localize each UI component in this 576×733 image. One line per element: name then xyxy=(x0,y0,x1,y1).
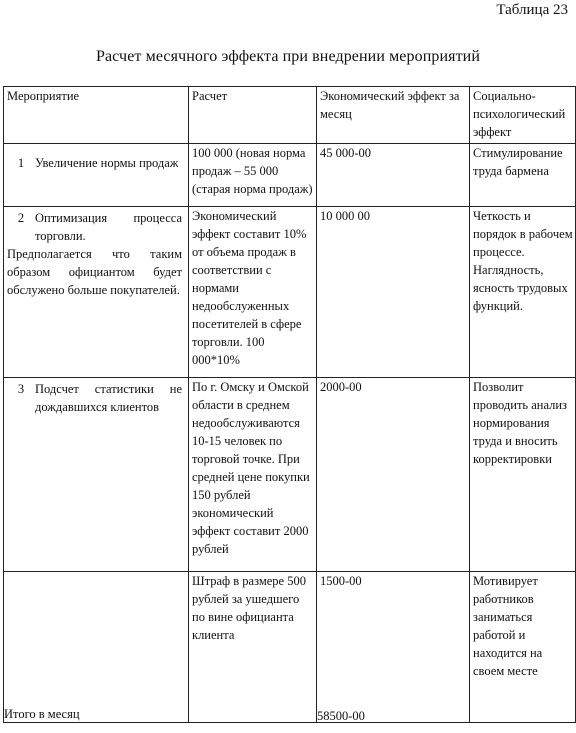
table-title: Расчет месячного эффекта при внедрении мероприятий xyxy=(95,48,481,65)
measure-cell xyxy=(4,572,189,723)
social-cell: Четкость и порядок в рабочем процессе. Наглядность, ясность трудовых функций. xyxy=(470,207,576,378)
calc-cell: 100 000 (новая норма продаж – 55 000 (старая норма продаж) xyxy=(189,144,317,207)
measure-cell xyxy=(4,207,189,378)
effect-cell: 10 000 00 xyxy=(317,207,470,378)
measure-cell xyxy=(4,144,189,207)
row-number: 2 xyxy=(17,211,25,225)
table-number: Таблица 23 xyxy=(496,2,568,18)
measure-text: Оптимизация процесса торговли. xyxy=(35,211,182,243)
measure-note: Предполагается что таким образом официантом будет обслужено больше покупателей. xyxy=(7,247,182,297)
table-row xyxy=(4,207,576,378)
measure-text: Увеличение нормы продаж xyxy=(35,156,179,170)
row-number: 1 xyxy=(17,156,25,170)
effect-cell: 45 000-00 xyxy=(317,144,470,207)
total-effect: 58500-00 xyxy=(317,709,365,723)
calc-cell: Экономический эффект составит 10% от объема продаж в соответствии с нормами недообслуженных посетителей в сфере торговли. 100 000*10% xyxy=(189,207,317,378)
table-row xyxy=(4,144,576,207)
effect-table xyxy=(3,86,576,723)
social-cell: Стимулирование труда бармена xyxy=(470,144,576,207)
calc-cell: По г. Омску и Омской области в среднем недообслуживаются 10-15 человек по торговой точке. При средней цене покупки 150 рублей экономический эффект составит 2000 рублей xyxy=(189,378,317,572)
row-number: 3 xyxy=(17,382,25,396)
header-effect: Экономический эффект за месяц xyxy=(317,87,470,144)
measure-text: Подсчет статистики не дождавшихся клиентов xyxy=(35,382,182,414)
effect-cell xyxy=(317,572,470,723)
table-row xyxy=(4,378,576,572)
effect-cell: 2000-00 xyxy=(317,378,470,572)
social-cell: Позволит проводить анализ нормирования труда и вносить корректировки xyxy=(470,378,576,572)
header-calc: Расчет xyxy=(189,87,317,144)
table-header-row xyxy=(4,87,576,144)
total-label: Итого в месяц xyxy=(4,707,80,721)
social-cell: Мотивирует работников заниматься работой и находится на своем месте xyxy=(470,572,576,723)
fine-effect: 1500-00 xyxy=(320,574,362,588)
measure-cell xyxy=(4,378,189,572)
table-row-total xyxy=(4,572,576,723)
calc-cell: Штраф в размере 500 рублей за ушедшего по вине официанта клиента xyxy=(189,572,317,723)
header-social: Социально-психологический эффект xyxy=(470,87,576,144)
header-measure: Мероприятие xyxy=(4,87,189,144)
